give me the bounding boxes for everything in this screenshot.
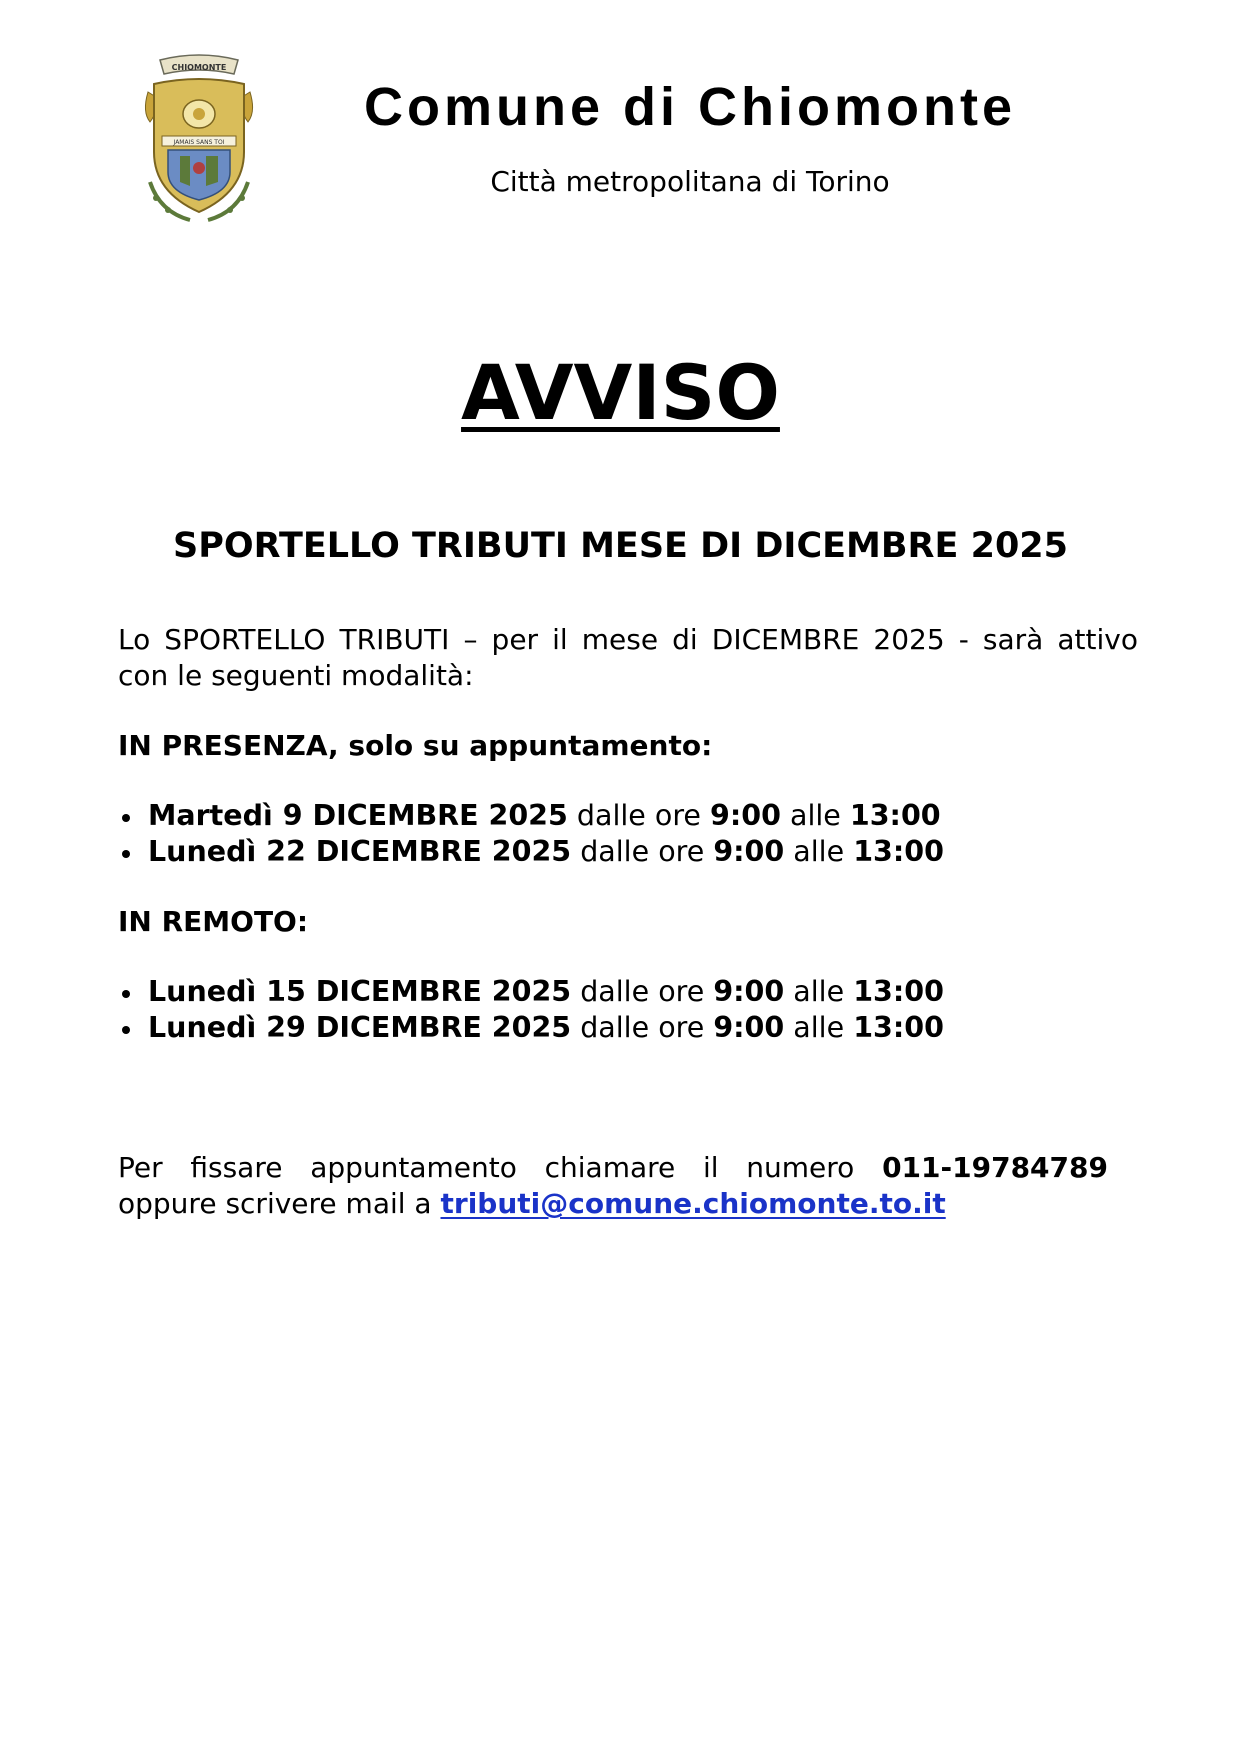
organization-name: Comune di Chiomonte: [364, 77, 1016, 137]
intro-paragraph: [118, 622, 1138, 694]
intro-line-2: con le seguenti modalità:: [118, 659, 474, 692]
remote-heading: IN REMOTO:: [118, 905, 309, 938]
organization-subtitle: Città metropolitana di Torino: [490, 165, 890, 198]
list-item: Lunedì 29 DICEMBRE 2025 dalle ore 9:00 alle 13:00: [118, 1010, 1138, 1046]
coat-of-arms-logo: [140, 52, 258, 222]
remote-schedule-list: [118, 974, 1138, 1046]
notice-title: AVVISO: [461, 348, 780, 437]
list-item: Martedì 9 DICEMBRE 2025 dalle ore 9:00 alle 13:00: [118, 798, 1138, 834]
contact-line-1: Per fissare appuntamento chiamare il numero 011-19784789: [118, 1151, 1108, 1184]
contact-line-2: oppure scrivere mail a tributi@comune.chiomonte.to.it: [118, 1187, 946, 1220]
phone-number: 011-19784789: [882, 1151, 1108, 1184]
notice-subtitle: SPORTELLO TRIBUTI MESE DI DICEMBRE 2025: [172, 526, 1069, 566]
list-item: Lunedì 22 DICEMBRE 2025 dalle ore 9:00 alle 13:00: [118, 834, 1138, 870]
email-link[interactable]: tributi@comune.chiomonte.to.it: [440, 1187, 946, 1220]
list-item: Lunedì 15 DICEMBRE 2025 dalle ore 9:00 alle 13:00: [118, 974, 1138, 1010]
in-person-heading: IN PRESENZA, solo su appuntamento:: [118, 729, 713, 762]
contact-paragraph: [118, 1150, 1108, 1222]
svg-text:JAMAIS SANS TOI: JAMAIS SANS TOI: [173, 139, 225, 146]
intro-line-1: Lo SPORTELLO TRIBUTI – per il mese di DICEMBRE 2025 - sarà attivo: [118, 623, 1138, 656]
in-person-schedule-list: [118, 798, 1138, 870]
svg-text:CHIOMONTE: CHIOMONTE: [171, 63, 227, 72]
